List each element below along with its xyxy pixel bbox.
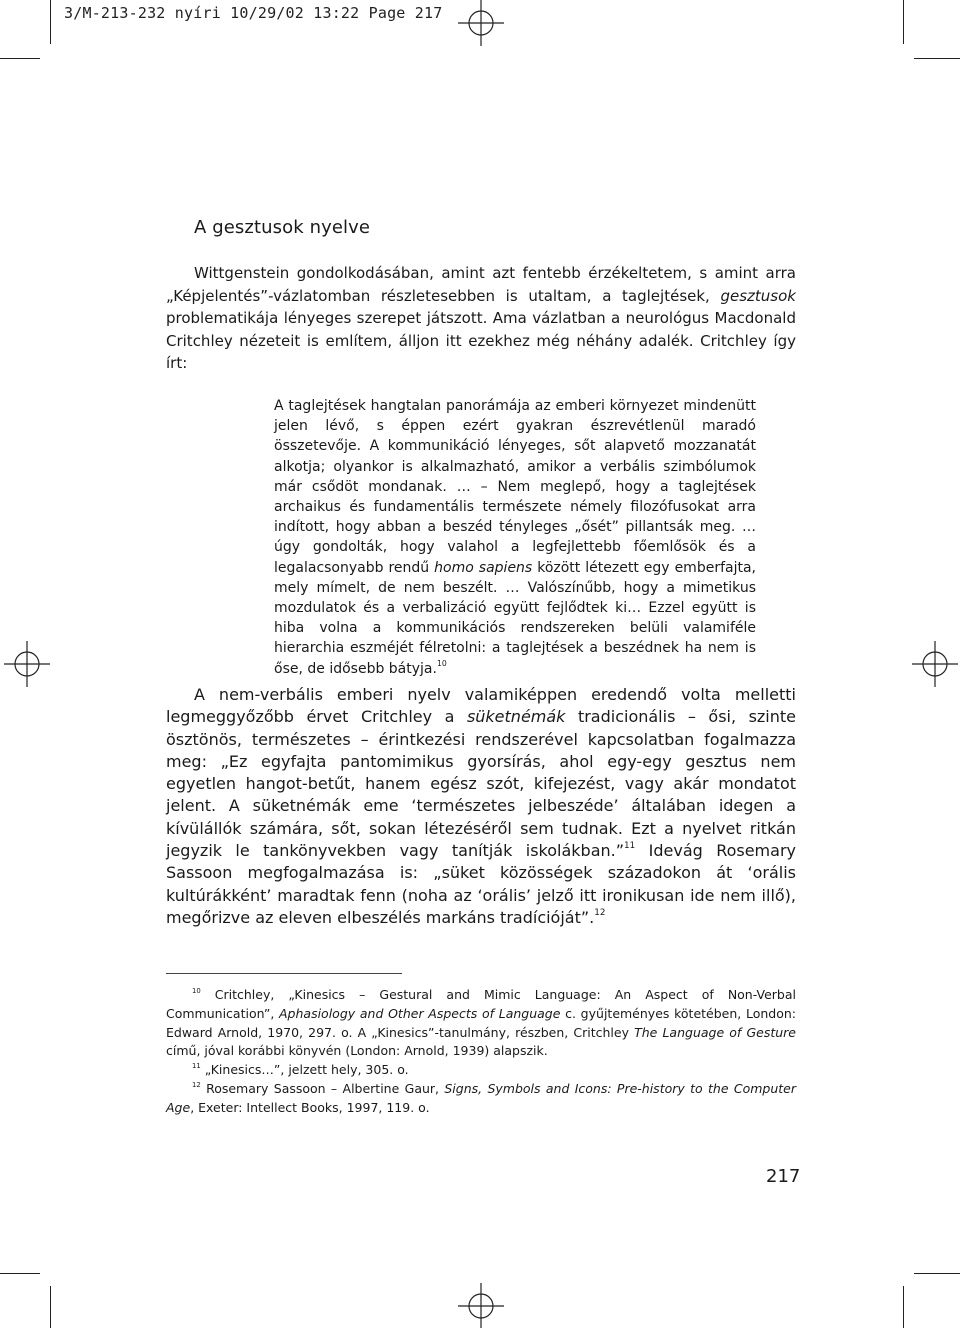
footnote-ref-12: 12 <box>594 908 606 919</box>
registration-mark-bottom-icon <box>458 1283 504 1328</box>
footnote-title: Aphasiology and Other Aspects of Language <box>279 1005 561 1021</box>
registration-mark-left-icon <box>4 641 50 687</box>
footnote-text: „Kinesics…”, jelzett hely, 305. o. <box>200 1062 409 1078</box>
footnote-title: The Language of Gesture <box>634 1024 796 1040</box>
footnote-divider <box>166 973 402 974</box>
intro-paragraph <box>166 262 796 375</box>
footnote-number: 10 <box>192 986 201 995</box>
crop-mark-top-right-h <box>914 58 960 59</box>
crop-mark-top-left-h <box>0 58 40 59</box>
crop-mark-top-left <box>50 0 51 44</box>
quote-emphasis: homo sapiens <box>434 559 533 576</box>
crop-mark-top-right <box>903 0 904 44</box>
body-text-3: Idevág Rosemary Sassoon megfogalmazása is: „süket közösségek századokon át ‘orális kultúrákként’ maradtak fenn (noha az ‘orális’ jelző itt ironikusan ide nem illő), megőrizve az eleven elbeszélés markáns tradícióját”. <box>166 841 796 927</box>
body-emphasis: süketnémák <box>466 707 566 727</box>
footnote-ref-10: 10 <box>436 658 447 668</box>
printer-slug: 3/M-213-232 nyíri 10/29/02 13:22 Page 217 <box>64 4 443 22</box>
footnote-title: Signs, Symbols and Icons: Pre-history to the Computer Age <box>166 1080 796 1115</box>
section-heading: A gesztusok nyelve <box>194 217 371 238</box>
quote-text-1: A taglejtések hangtalan panorámája az emberi környezet mindenütt jelen lévő, s éppen ezért gyakran észrevétlenül maradó összetevője. A kommunikáció lényeges, sőt alapvető mozzanatát alkotja; olyankor is alkalmazható, amikor a verbális szimbólumok már csődöt mondanak. … – Nem meglepő, hogy a taglejtések archaikus és fundamentális természete némely filozófusokat arra indított, hogy abban a beszéd tényleges „ősét” pillantsák meg. … úgy gondolták, hogy valahol a legfejlettebb főemlősök és a legalacsonyabb rendű <box>274 398 756 576</box>
footnote-text: Critchley, „Kinesics – Gestural and Mimic Language: An Aspect of Non-Verbal Communication”, <box>166 987 796 1021</box>
footnote-text: című, jóval korábbi könyvén (London: Arnold, 1939) alapszik. <box>166 1043 548 1059</box>
footnote-10 <box>166 986 796 1061</box>
crop-mark-bottom-right-h <box>914 1273 960 1274</box>
crop-mark-bottom-right <box>903 1286 904 1328</box>
crop-mark-bottom-left <box>50 1286 51 1328</box>
crop-mark-bottom-left-h <box>0 1273 40 1274</box>
footnote-12 <box>166 1080 796 1118</box>
footnote-11 <box>166 1061 796 1080</box>
footnote-ref-11: 11 <box>624 841 636 852</box>
footnote-number: 12 <box>192 1080 201 1089</box>
intro-text-2: problematikája lényeges szerepet játszott. Ama vázlatban a neurológus Macdonald Critchley nézeteit is említem, álljon itt ezekhez még néhány adalék. Critchley így írt: <box>166 309 796 372</box>
footnote-text: , Exeter: Intellect Books, 1997, 119. o. <box>190 1099 430 1115</box>
registration-mark-right-icon <box>912 641 958 687</box>
registration-mark-top-icon <box>458 0 504 46</box>
footnote-number: 11 <box>192 1062 201 1070</box>
body-text-2: tradicionális – ősi, szinte ösztönös, természetes – érintkezési rendszerével kapcsolatban fogalmazza meg: „Ez egyfajta pantomimikus gyorsírás, ahol egy-egy gesztus nem egyetlen hangot-betűt, hanem egész szót, kifejezést, vagy akár mondatot jelent. A süketnémák eme ‘természetes jelbeszéde’ általában idegen a kívülállók számára, sőt, sokan létezéséről sem tudnak. Ezt a nyelvet ritkán jegyzik le tankönyvekben vagy tanítják iskolákban.” <box>166 707 796 861</box>
footnotes <box>166 986 796 1118</box>
page-number: 217 <box>766 1166 801 1187</box>
footnote-text: Rosemary Sassoon – Albertine Gaur, <box>200 1080 445 1096</box>
intro-text-1: Wittgenstein gondolkodásában, amint azt fentebb érzékeltetem, s amint arra „Képjelentés”-vázlatomban részletesebben is utaltam, a taglejtések, <box>166 264 796 305</box>
block-quote <box>274 396 756 679</box>
body-text-1: A nem-verbális emberi nyelv valamiképpen eredendő volta melletti legmeggyőzőbb érvet Critchley a <box>166 685 796 727</box>
intro-emphasis: gesztusok <box>720 286 796 305</box>
quote-text-2: között létezett egy emberfajta, mely mímelt, de nem beszélt. … Valószínűbb, hogy a mimetikus mozdulatok és a verbalizáció együtt fejlődtek ki… Ezzel együtt is hiba volna a kommunikációs rendszereken belüli valamiféle hierarchia eszméjét félretolni: a taglejtések a beszédnek ha nem is őse, de idősebb bátyja. <box>274 559 756 677</box>
footnote-text: c. gyűjteményes kötetében, London: Edward Arnold, 1970, 297. o. A „Kinesics”-tanulmány, részben, Critchley <box>166 1005 796 1040</box>
body-paragraph <box>166 684 796 929</box>
